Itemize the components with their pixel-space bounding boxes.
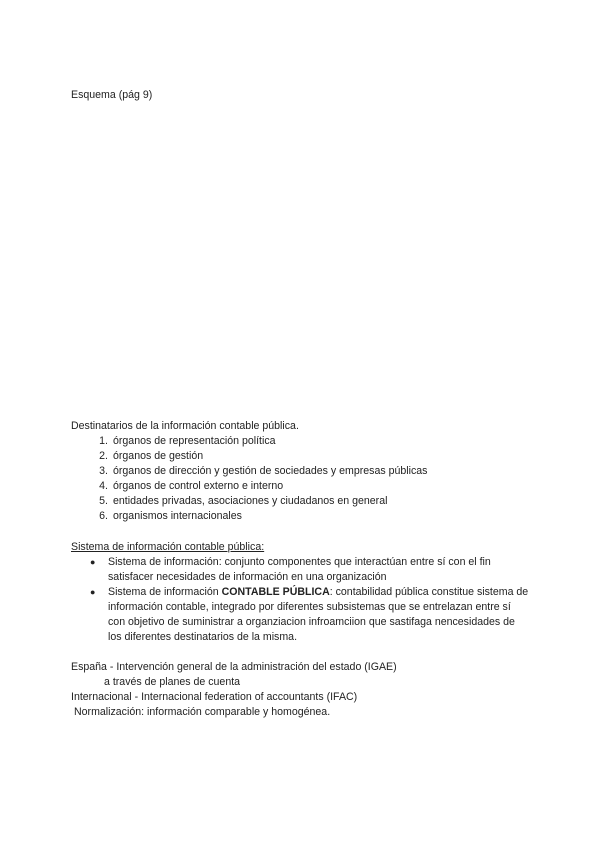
list-item bbox=[90, 434, 276, 449]
bullet-item bbox=[90, 585, 530, 645]
list-number: 2. bbox=[99, 450, 108, 462]
planes-line: a través de planes de cuenta bbox=[104, 676, 241, 688]
list-text: organismos internacionales bbox=[113, 510, 242, 522]
list-text: entidades privadas, asociaciones y ciudadanos en general bbox=[113, 495, 388, 507]
list-number: 1. bbox=[99, 435, 108, 447]
list-number: 3. bbox=[99, 465, 108, 477]
page-heading: Esquema (pág 9) bbox=[71, 89, 153, 101]
bullet-item bbox=[90, 555, 530, 585]
destinatarios-title: Destinatarios de la información contable pública. bbox=[71, 420, 299, 432]
internacional-line: Internacional - Internacional federation of accountants (IFAC) bbox=[71, 691, 358, 703]
list-number: 4. bbox=[99, 480, 108, 492]
bullet-text: Sistema de información: conjunto componentes que interactúan entre sí con el fin satisfacer necesidades de información en una organización bbox=[108, 556, 491, 583]
list-text: órganos de dirección y gestión de sociedades y empresas públicas bbox=[113, 465, 428, 477]
bullet-icon: ● bbox=[90, 587, 96, 597]
sistema-title: Sistema de información contable pública: bbox=[71, 541, 265, 553]
bullet-bold-term: CONTABLE PÚBLICA bbox=[221, 586, 330, 598]
list-text: órganos de gestión bbox=[113, 450, 204, 462]
list-item bbox=[90, 464, 427, 479]
espana-line: España - Intervención general de la administración del estado (IGAE) bbox=[71, 661, 397, 673]
list-item bbox=[90, 494, 387, 509]
list-item bbox=[90, 479, 283, 494]
list-item bbox=[90, 449, 203, 464]
list-number: 5. bbox=[99, 495, 108, 507]
bullet-prefix: Sistema de información bbox=[108, 586, 222, 598]
list-number: 6. bbox=[99, 510, 108, 522]
list-text: órganos de control externo e interno bbox=[113, 480, 284, 492]
list-item bbox=[90, 509, 242, 524]
bullet-suffix: : contabilidad pública constitue sistema de información contable, integrado por diferentes subsistemas que se entrelazan entre sí con objetivo de suministrar a organziacion infroamciion que sastifaga nencesidades de los diferentes destinatarios de la misma. bbox=[108, 586, 529, 643]
normalizacion-line: Normalización: información comparable y homogénea. bbox=[74, 706, 331, 718]
bullet-text bbox=[108, 585, 530, 645]
bullet-icon: ● bbox=[90, 557, 96, 567]
list-text: órganos de representación política bbox=[113, 435, 276, 447]
